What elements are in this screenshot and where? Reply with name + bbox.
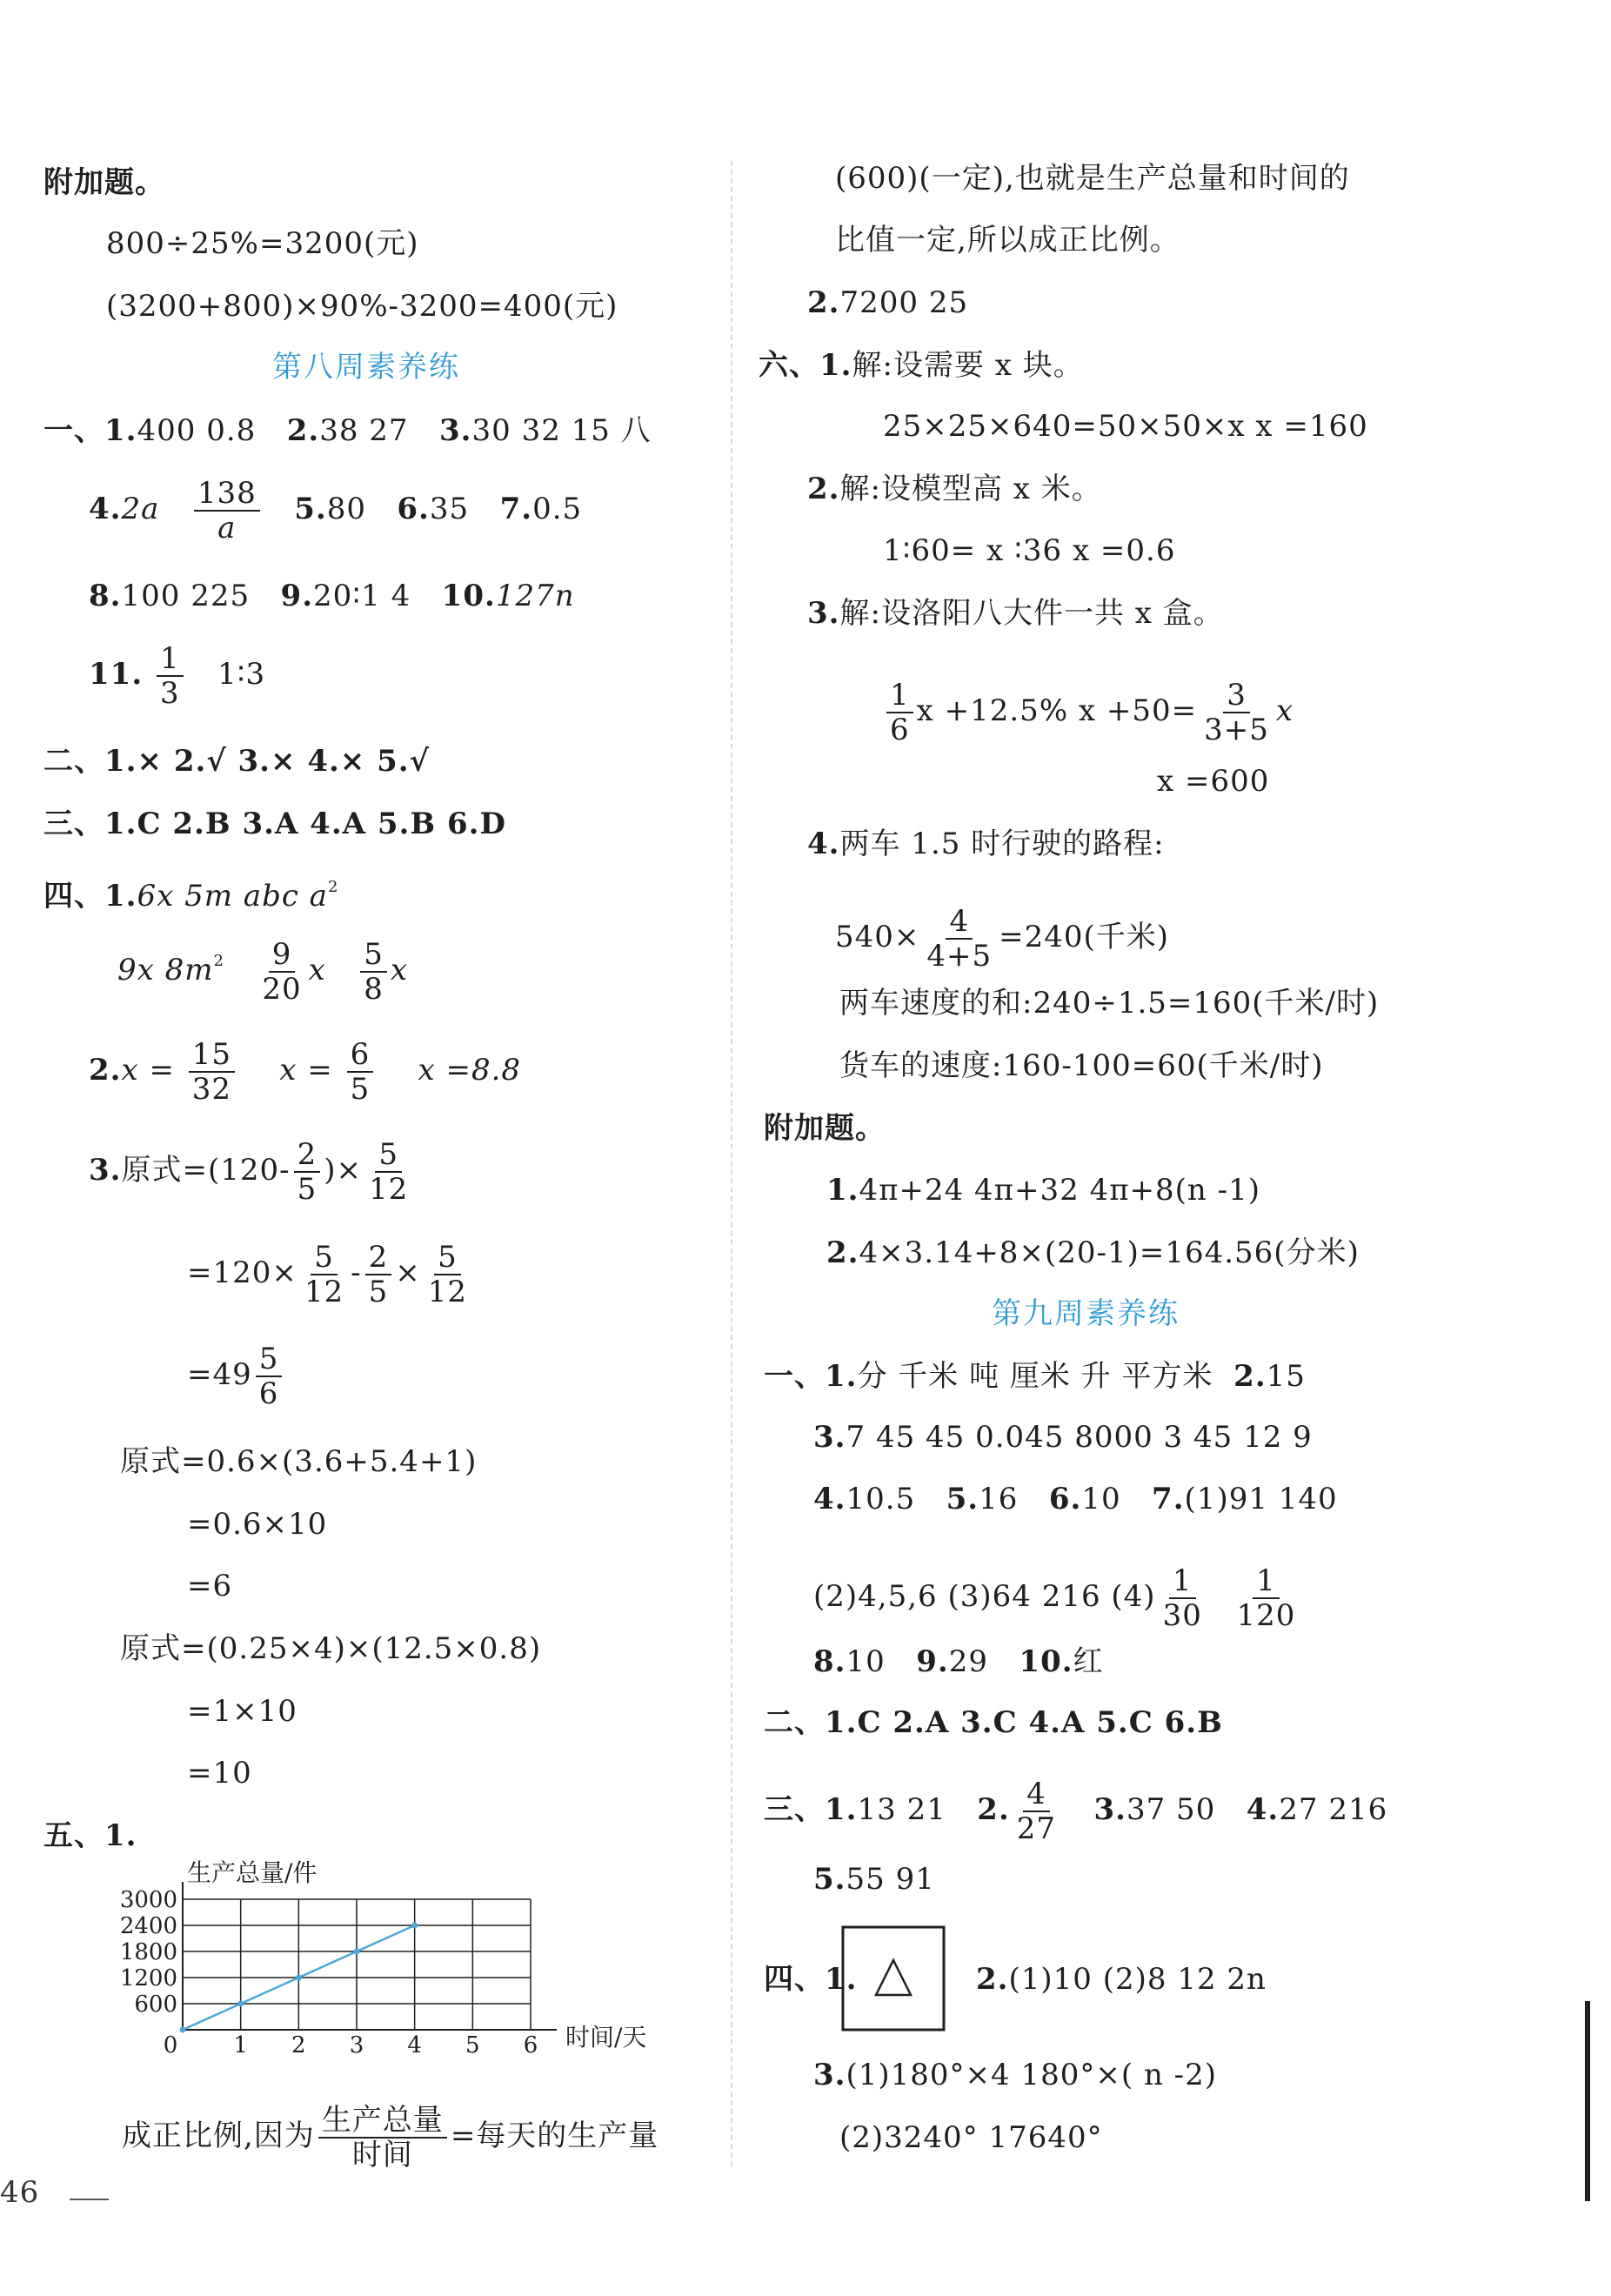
operator: )×: [324, 1153, 363, 1188]
numerator: 5: [256, 1344, 283, 1377]
footer-rule: [70, 2199, 109, 2200]
answer: 4π+24 4π+32 4π+8(n -1): [859, 1173, 1261, 1208]
q-num: 9.: [280, 579, 314, 613]
answer: 1.C 2.A 3.C 4.A 5.C 6.B: [825, 1705, 1223, 1740]
fraction: [1233, 1563, 1299, 1633]
data-point: [354, 1949, 360, 1955]
equation: x =: [121, 1053, 175, 1088]
answer: 10.5: [846, 1482, 916, 1516]
section-label: 三、: [43, 807, 104, 841]
denominator: 3: [159, 676, 180, 711]
w9-s4-q3: [813, 2058, 1217, 2092]
s6-q4-l2: 两车速度的和:240÷1.5=160(千米/时): [839, 986, 1380, 1021]
w8-s1-row2: [89, 476, 583, 546]
answer: 解:设模型高 x 米。: [839, 472, 1102, 506]
q-num: 3.: [813, 2058, 846, 2092]
q-num: 5.: [294, 492, 327, 526]
answer: 35: [429, 492, 470, 526]
w8-s4-row6: [187, 1344, 285, 1409]
scan-edge-mark: [1585, 2001, 1590, 2201]
chart-y-axis-label: 生产总量/件: [187, 1860, 318, 1887]
s6-q4-eq: [835, 904, 1170, 974]
answer: 30 32 15 八: [471, 413, 652, 448]
chart-grid: [183, 1899, 531, 2030]
denominator: 120: [1236, 1598, 1296, 1633]
numerator: 15: [189, 1040, 235, 1073]
operator: -: [351, 1255, 362, 1290]
variable: x: [308, 953, 326, 987]
s6-q2-eq: 1∶60= x ∶36 x =0.6: [883, 533, 1176, 568]
y-tick-label: 2400: [119, 1913, 177, 1939]
data-point: [180, 2027, 186, 2033]
bonus-heading-right: 附加题。: [764, 1111, 886, 1146]
section-label: 一、: [764, 1359, 825, 1394]
q-num: 2.: [807, 472, 840, 506]
q-num: 6.: [1048, 1482, 1082, 1516]
w8-s3: [43, 807, 506, 841]
bonus-line-2: (3200+800)×90%-3200=400(元): [106, 289, 618, 324]
fraction: [1160, 1563, 1206, 1633]
fraction: [1013, 1779, 1060, 1844]
superscript: 2: [213, 952, 224, 970]
equation: x =: [279, 1053, 333, 1088]
w9-s4-q2: [976, 1962, 1267, 1997]
answer: 9x 8m: [117, 953, 214, 987]
q-num: 4.: [89, 492, 122, 526]
w8-s4-row8: =0.6×10: [187, 1507, 328, 1542]
bonus-right-1: [826, 1173, 1260, 1208]
denominator: 5: [350, 1072, 371, 1107]
w8-s5-label: [43, 1818, 137, 1853]
s6-q4: [807, 827, 1165, 861]
numerator: 1: [1169, 1566, 1196, 1599]
week8-title: 第八周素养练: [272, 350, 460, 385]
answer: 解:设洛阳八大件一共 x 盒。: [839, 596, 1224, 631]
q-num: 7.: [1152, 1482, 1185, 1516]
q-num: 2.: [826, 1235, 859, 1270]
answer: 2a: [121, 492, 160, 526]
week9-title: 第九周素养练: [992, 1296, 1180, 1331]
q-num: 9.: [916, 1644, 949, 1679]
denominator: 6: [258, 1376, 279, 1411]
answer: 15: [1266, 1359, 1306, 1394]
answer: 7 45 45 0.045 8000 3 45 12 9: [846, 1420, 1313, 1455]
right-cont-2: 比值一定,所以成正比例。: [835, 223, 1180, 258]
fraction: [301, 1242, 347, 1307]
right-cont-1: (600)(一定),也就是生产总量和时间的: [835, 161, 1350, 196]
section-label: 四、: [43, 879, 104, 914]
right-q2: [807, 285, 968, 320]
fraction: [347, 1037, 374, 1107]
answer: (1)91 140: [1184, 1482, 1338, 1516]
w9-s4-q3b: (2)3240° 17640°: [839, 2120, 1103, 2155]
fraction: [365, 1242, 392, 1307]
numerator: 5: [434, 1242, 461, 1275]
q-num: 2.: [807, 285, 840, 320]
answer: 分 千米 吨 厘米 升 平方米: [857, 1359, 1213, 1394]
column-divider: [731, 161, 732, 2166]
expression: x +12.5% x +50=: [916, 693, 1198, 728]
y-tick-label: 1800: [119, 1939, 177, 1965]
denominator: 5: [297, 1172, 318, 1207]
w8-s4-row12: =10: [187, 1756, 252, 1791]
answer: 4×3.14+8×(20-1)=164.56(分米): [859, 1235, 1360, 1270]
numerator: 5: [375, 1140, 402, 1173]
q-num: 1.: [104, 413, 137, 448]
production-line-chart: [113, 1860, 687, 2056]
variable: x: [1275, 693, 1294, 728]
answer: 37 50: [1126, 1792, 1216, 1827]
triangle-shape: [876, 1960, 911, 1995]
q-num: 1.: [104, 879, 137, 914]
w8-s4-row2: [117, 937, 409, 1007]
denominator: 12: [427, 1275, 468, 1309]
q-num: 1.: [825, 1792, 858, 1827]
section-label: 三、: [764, 1792, 825, 1827]
square-triangle-figure: [841, 1925, 947, 2033]
numerator: 138: [194, 479, 260, 512]
equation: x =8.8: [418, 1053, 522, 1088]
section-label: 二、: [43, 744, 104, 779]
w9-s3-row1: [764, 1779, 1387, 1844]
numerator: 3: [1223, 680, 1250, 713]
numerator: 6: [347, 1040, 374, 1073]
denominator: 4+5: [926, 939, 993, 974]
w9-s3-row2: [813, 1862, 935, 1897]
answer: 127n: [495, 579, 575, 613]
q-num: 1.: [819, 348, 852, 383]
q-num: 5.: [946, 1482, 979, 1516]
w9-s1-row1: [764, 1359, 1306, 1394]
w8-s2: [43, 744, 430, 779]
answer: (1)180°×4 180°×( n -2): [846, 2058, 1218, 2092]
denominator: a: [217, 511, 237, 546]
w8-s4-row7: 原式=0.6×(3.6+5.4+1): [120, 1444, 478, 1479]
numerator: 5: [311, 1242, 338, 1275]
answer: (1)10 (2)8 12 2n: [1008, 1962, 1267, 1997]
s6-q4-l3: 货车的速度:160-100=60(千米/时): [839, 1048, 1324, 1083]
q-num: 4.: [1246, 1792, 1280, 1827]
denominator: 12: [369, 1172, 409, 1207]
fraction: [923, 904, 995, 974]
q-num: 4.: [807, 827, 840, 861]
answer: 16: [979, 1482, 1019, 1516]
q-num: 7.: [499, 492, 533, 526]
numerator: 1: [157, 644, 184, 677]
q-num: 3.: [807, 596, 840, 631]
w9-s1-row4: [813, 1563, 1302, 1633]
q-num: 3.: [439, 413, 472, 448]
q-num: 2.: [976, 1962, 1009, 1997]
section-label: 六、: [759, 348, 819, 383]
x-tick-label: 1: [233, 2032, 248, 2056]
denominator: 5: [368, 1275, 389, 1309]
w9-s1-row2: [813, 1420, 1313, 1455]
q-num: 1.: [825, 1962, 858, 1997]
bonus-right-2: [826, 1235, 1360, 1270]
q-num: 10.: [441, 579, 496, 613]
fraction: [258, 937, 304, 1007]
data-point: [296, 1975, 302, 1981]
x-tick-label: 2: [291, 2032, 306, 2056]
denominator: 32: [191, 1072, 232, 1107]
superscript: 2: [327, 878, 339, 896]
w8-s4-row9: =6: [187, 1569, 233, 1603]
w8-s1-row4: [89, 641, 266, 711]
y-tick-label: 3000: [119, 1887, 177, 1913]
w8-s1-row1: [43, 413, 652, 448]
data-point: [237, 2001, 244, 2007]
w8-s4-row5: [187, 1242, 474, 1307]
answer: 7200 25: [839, 285, 969, 320]
w8-s4-row10: 原式=(0.25×4)×(12.5×0.8): [120, 1631, 542, 1666]
fraction: [157, 641, 184, 711]
x-tick-label: 0: [163, 2032, 178, 2056]
denominator: 30: [1162, 1598, 1202, 1633]
q-num: 1.: [825, 1359, 858, 1394]
denominator: 3+5: [1204, 713, 1269, 747]
s6-q3-eq: [883, 680, 1293, 745]
fraction: [360, 937, 387, 1007]
section-label: 五、1.: [43, 1818, 137, 1853]
fraction: [294, 1137, 321, 1207]
s6-q1-eq: 25×25×640=50×50×x x =160: [883, 409, 1368, 444]
q-num: 2.: [977, 1792, 1010, 1827]
data-point: [411, 1923, 418, 1929]
answer: 55 91: [846, 1862, 935, 1897]
answer: 红: [1073, 1644, 1104, 1679]
q-num: 4.: [813, 1482, 846, 1516]
y-tick-label: 1200: [119, 1965, 177, 1991]
s6-q2: [807, 472, 1102, 506]
variable: x: [390, 953, 409, 987]
q-num: 6.: [397, 492, 430, 526]
numerator: 9: [269, 940, 296, 973]
denominator: 20: [262, 972, 302, 1007]
w8-s5-conclusion: [122, 2105, 658, 2170]
bonus-line-1: 800÷25%=3200(元): [106, 226, 419, 261]
fraction: [424, 1242, 471, 1307]
fraction: [365, 1137, 411, 1207]
fraction: [189, 1037, 235, 1107]
numerator: 生产总量: [318, 2105, 447, 2139]
w8-s4-row3: [89, 1037, 522, 1107]
answer: 29: [948, 1644, 988, 1679]
fraction: [1200, 680, 1273, 745]
answer: 10: [846, 1644, 886, 1679]
q-num: 2.: [286, 413, 320, 448]
bonus-heading-left: 附加题。: [43, 165, 165, 200]
denominator: 12: [304, 1275, 344, 1309]
answer: 13 21: [857, 1792, 946, 1827]
w8-s4-row4: [89, 1137, 415, 1207]
fraction: [318, 2105, 447, 2170]
numerator: 2: [294, 1140, 321, 1173]
answer: (2)4,5,6 (3)64 216 (4): [813, 1579, 1156, 1614]
expression: =120×: [187, 1255, 297, 1290]
answer: 100 225: [121, 579, 251, 613]
answer: 400 0.8: [137, 413, 257, 448]
answer: 1.C 2.B 3.A 4.A 5.B 6.D: [104, 807, 506, 841]
s6-q3: [807, 596, 1224, 631]
w8-s4-row11: =1×10: [187, 1694, 297, 1729]
q-num: 3.: [813, 1420, 846, 1455]
q-num: 5.: [813, 1862, 846, 1897]
numerator: 4: [946, 907, 973, 940]
operator: ×: [395, 1255, 421, 1290]
s6-q1: [759, 348, 1084, 383]
answer: 20∶1 4: [313, 579, 411, 613]
section-label: 二、: [764, 1705, 825, 1740]
expression: 原式=(120-: [121, 1153, 291, 1188]
w8-s1-row3: [89, 579, 575, 613]
numerator: 1: [1253, 1566, 1280, 1599]
w9-s1-row5: [813, 1644, 1104, 1679]
q-num: 8.: [89, 579, 122, 613]
answer: 10: [1081, 1482, 1121, 1516]
q-num: 3.: [89, 1153, 122, 1188]
page-number: 46: [0, 2175, 40, 2210]
denominator: 6: [890, 713, 910, 747]
numerator: 5: [360, 940, 387, 973]
denominator: 27: [1016, 1811, 1057, 1846]
q-num: 11.: [89, 657, 144, 692]
answer: 6x 5m abc a: [137, 879, 328, 914]
answer: 0.5: [532, 492, 583, 526]
answer: 两车 1.5 时行驶的路程:: [839, 827, 1165, 861]
section-label: 一、: [43, 413, 104, 448]
expression: 540×: [835, 920, 920, 954]
conclusion-text: =每天的生产量: [450, 2119, 659, 2153]
expression: =240(千米): [999, 920, 1170, 954]
numerator: 1: [886, 680, 913, 713]
conclusion-text: 成正比例,因为: [122, 2119, 315, 2153]
q-num: 10.: [1019, 1644, 1073, 1679]
x-tick-label: 3: [349, 2032, 364, 2056]
answer: 1.× 2.√ 3.× 4.× 5.√: [104, 744, 430, 779]
w9-s1-row3: [813, 1482, 1338, 1516]
q-num: 2.: [1233, 1359, 1267, 1394]
section-label: 四、: [764, 1962, 825, 1997]
x-tick-label: 5: [465, 2032, 480, 2056]
y-tick-label: 600: [134, 1991, 177, 2018]
s6-q3-ans: x =600: [1157, 764, 1270, 799]
denominator: 8: [364, 972, 384, 1007]
answer: 27 216: [1279, 1792, 1388, 1827]
numerator: 4: [1023, 1779, 1050, 1812]
q-num: 1.: [826, 1173, 859, 1208]
w9-s2: [764, 1705, 1223, 1740]
q-num: 8.: [813, 1644, 846, 1679]
x-tick-label: 6: [523, 2032, 538, 2056]
square-shape: [843, 1927, 944, 2030]
q-num: 3.: [1093, 1792, 1126, 1827]
denominator: 时间: [351, 2138, 413, 2172]
answer: 38 27: [319, 413, 409, 448]
fraction: [194, 476, 260, 546]
expression: =49: [187, 1357, 252, 1392]
fraction: [256, 1344, 283, 1409]
answer: 80: [326, 492, 366, 526]
answer: 1∶3: [217, 657, 266, 692]
answer: 解:设需要 x 块。: [852, 348, 1084, 383]
chart-x-axis-label: 时间/天: [565, 2023, 647, 2052]
x-tick-label: 4: [407, 2032, 422, 2056]
fraction: [886, 680, 913, 745]
q-num: 2.: [89, 1053, 122, 1088]
chart-axes: [183, 1882, 557, 2030]
w8-s4-row1: [43, 870, 338, 914]
numerator: 2: [365, 1242, 392, 1275]
